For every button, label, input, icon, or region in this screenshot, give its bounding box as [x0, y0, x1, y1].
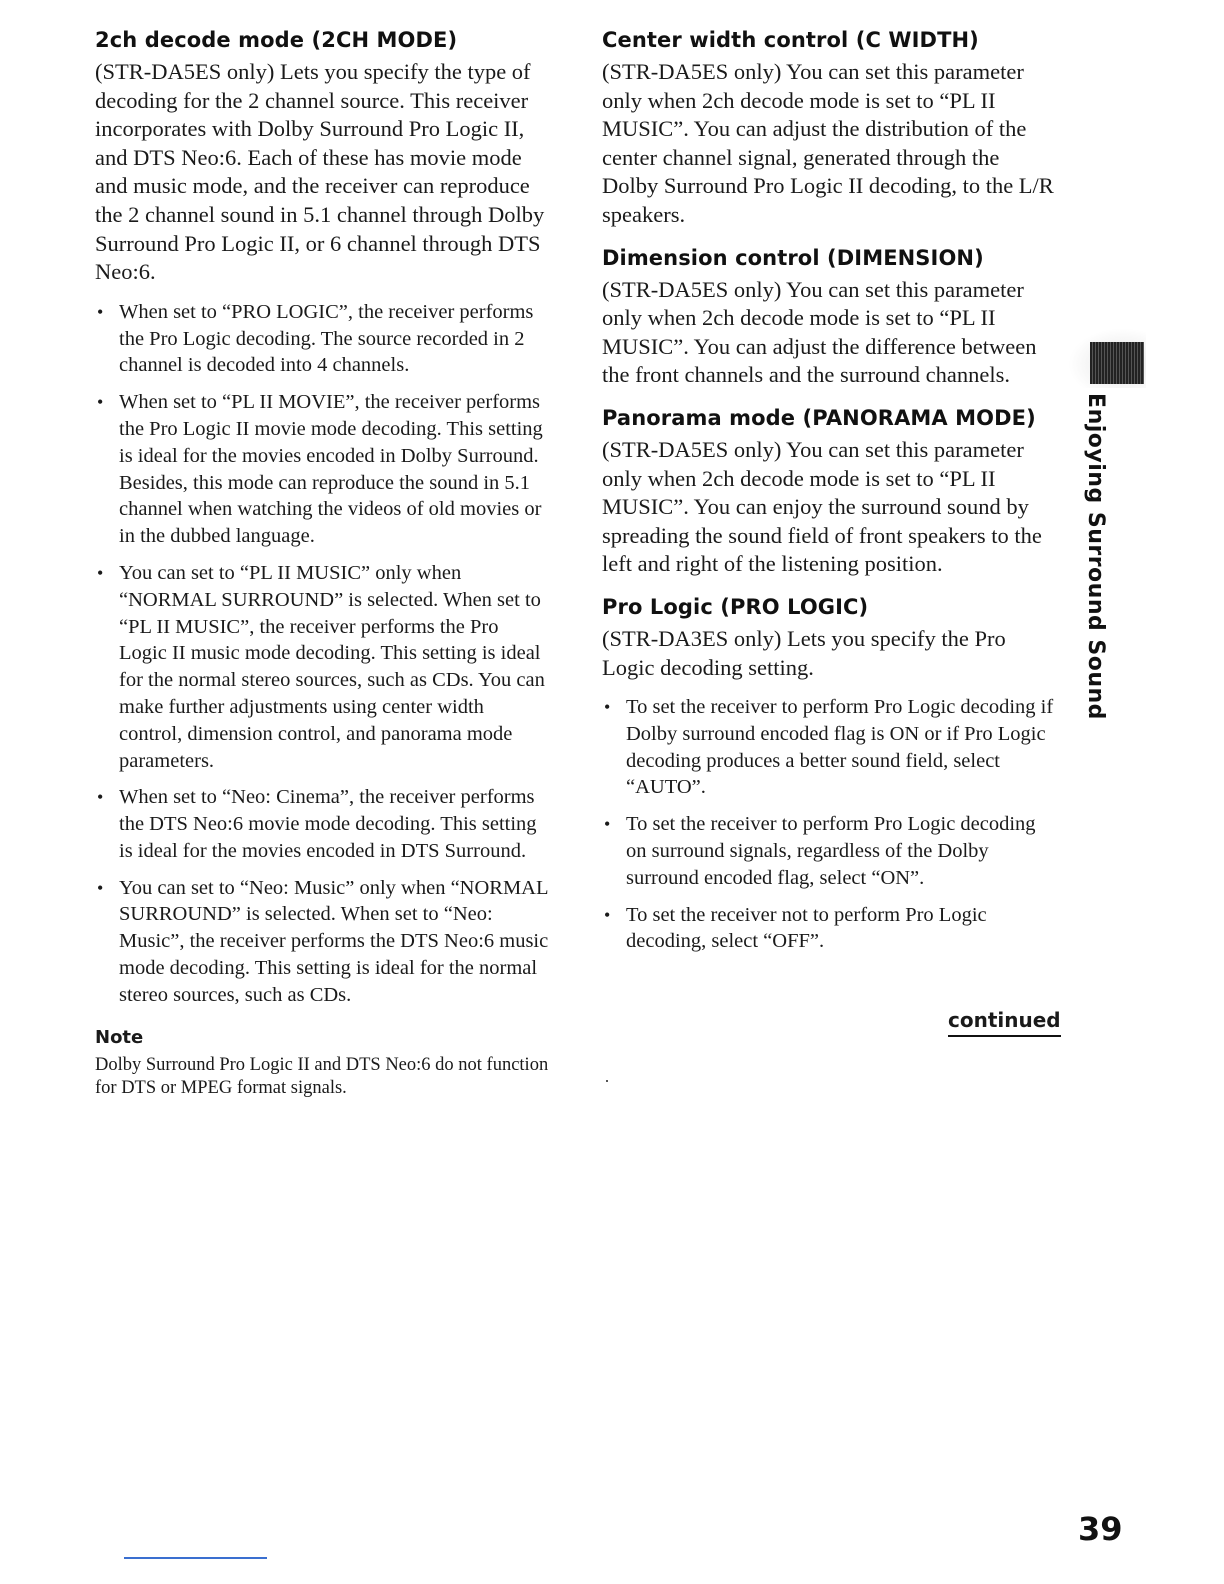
- note-heading: Note: [95, 1026, 144, 1048]
- section-heading-2ch-decode-mode: 2ch decode mode (2CH MODE): [95, 28, 458, 52]
- section-text-pro-logic: (STR-DA3ES only) Lets you specify the Pro Logic decoding setting.: [602, 625, 1006, 680]
- section-heading-panorama: Panorama mode (PANORAMA MODE): [602, 405, 1036, 430]
- list-item: • When set to “PRO LOGIC”, the receiver performs the Pro Logic decoding. The source recorded in 2 channel is decoded into 4 channels.: [95, 299, 550, 379]
- section-text-center-width: (STR-DA5ES only) You can set this parameter only when 2ch decode mode is set to “PL II MUSIC”. You can adjust the distribution of the center channel signal, generated through the Dolby Surround Pro Logic II decoding, to the L/R speakers.: [602, 59, 1054, 227]
- list-item: • To set the receiver not to perform Pro Logic decoding, select “OFF”.: [602, 902, 1054, 956]
- section-heading-dimension: Dimension control (DIMENSION): [602, 245, 984, 270]
- section-text-dimension: (STR-DA5ES only) You can set this parameter only when 2ch decode mode is set to “PL II MUSIC”. You can adjust the difference between the front channels and the surround channels.: [602, 276, 1037, 388]
- print-speck: [606, 1080, 608, 1082]
- bullet-list-2ch-modes: [95, 299, 550, 1009]
- section-text-panorama: (STR-DA5ES only) You can set this parameter only when 2ch decode mode is set to “PL II MUSIC”. You can enjoy the surround sound by spreading the sound field of front speakers to the left and right of the listening position.: [602, 436, 1042, 577]
- page-number: 39: [1078, 1510, 1123, 1548]
- section-pro-logic: [602, 595, 1054, 955]
- left-column: [95, 28, 550, 1101]
- section-center-width: [602, 28, 1054, 230]
- list-item: • To set the receiver to perform Pro Logic decoding on surround signals, regardless of the Dolby surround encoded flag, select “ON”.: [602, 811, 1054, 891]
- note-text: Dolby Surround Pro Logic II and DTS Neo:6 do not function for DTS or MPEG format signals.: [95, 1054, 549, 1099]
- bullet-list-pro-logic: [602, 694, 1054, 955]
- continued-label: continued: [948, 1008, 1061, 1037]
- section-dimension: [602, 246, 1054, 390]
- right-column: [602, 28, 1054, 971]
- list-item: • You can set to “PL II MUSIC” only when “NORMAL SURROUND” is selected. When set to “PL II MUSIC”, the receiver performs the Pro Logic II music mode decoding. This setting is ideal for the normal stereo sources, such as CDs. You can make further adjustments using center width control, dimension control, and panorama mode parameters.: [95, 560, 550, 774]
- list-item: • You can set to “Neo: Music” only when “NORMAL SURROUND” is selected. When set to “Neo: Music”, the receiver performs the DTS Neo:6 music mode decoding. This setting is ideal for the normal stereo sources, such as CDs.: [95, 875, 550, 1009]
- list-item: • When set to “Neo: Cinema”, the receiver performs the DTS Neo:6 movie mode decoding. This setting is ideal for the movies encoded in DTS Surround.: [95, 784, 550, 864]
- section-intro-2ch-decode-mode: (STR-DA5ES only) Lets you specify the type of decoding for the 2 channel source. This receiver incorporates with Dolby Surround Pro Logic II, and DTS Neo:6. Each of these has movie mode and music mode, and the receiver can reproduce the 2 channel sound in 5.1 channel through Dolby Surround Pro Logic II, or 6 channel through DTS Neo:6.: [95, 59, 545, 285]
- list-item: • When set to “PL II MOVIE”, the receiver performs the Pro Logic II movie mode decoding. This setting is ideal for the movies encoded in Dolby Surround. Besides, this mode can reproduce the sound in 5.1 channel when watching the videos of old movies or in the dubbed language.: [95, 389, 550, 550]
- chapter-tab-marker: [1090, 342, 1144, 384]
- section-heading-pro-logic: Pro Logic (PRO LOGIC): [602, 594, 869, 619]
- chapter-side-label: [1080, 392, 1110, 720]
- chapter-side-label-text: Enjoying Surround Sound: [1082, 392, 1108, 720]
- list-item: • To set the receiver to perform Pro Logic decoding if Dolby surround encoded flag is ON or if Pro Logic decoding produces a better sound field, select “AUTO”.: [602, 694, 1054, 801]
- section-panorama: [602, 406, 1054, 579]
- section-heading-center-width: Center width control (C WIDTH): [602, 28, 979, 52]
- footer-rule: [124, 1557, 267, 1559]
